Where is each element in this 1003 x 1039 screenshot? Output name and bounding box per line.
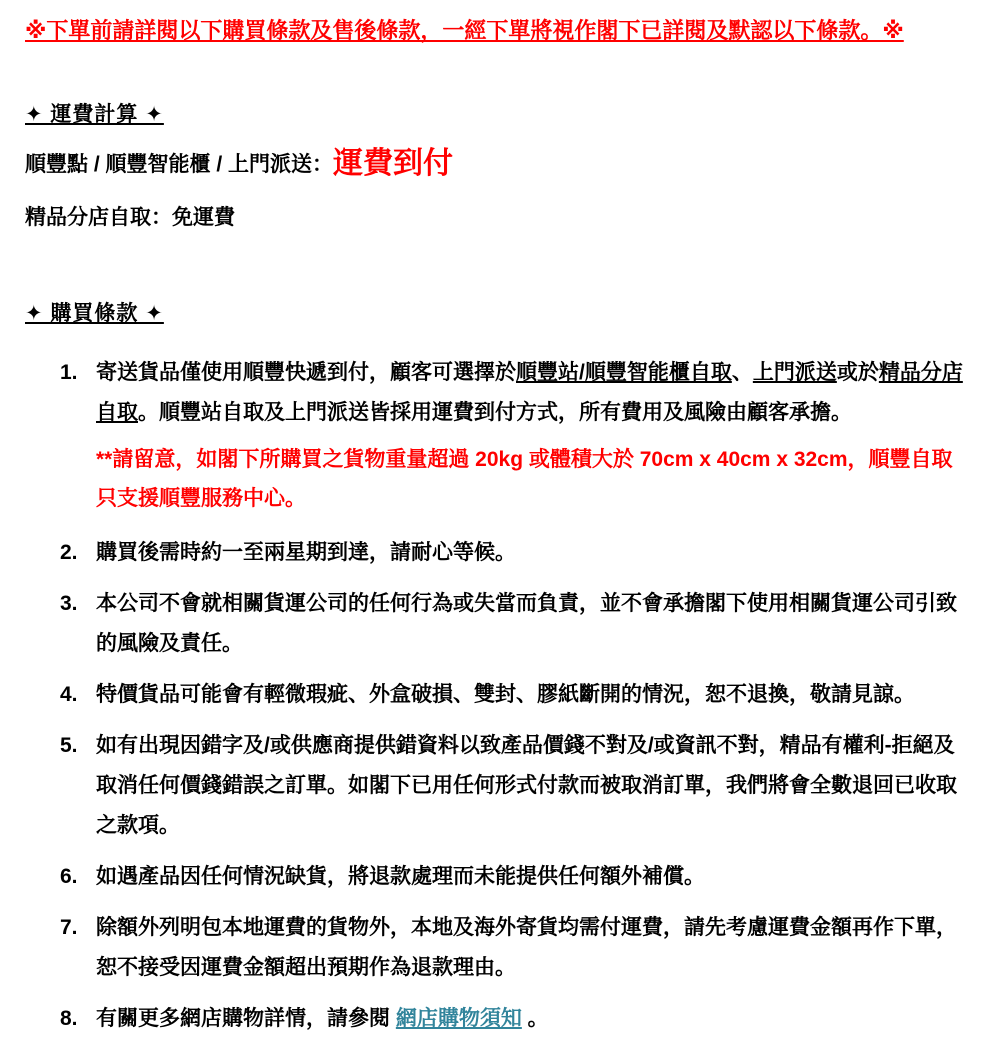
plain-text: 。 bbox=[521, 1006, 549, 1030]
term-item-text bbox=[96, 353, 963, 433]
term-item bbox=[60, 908, 978, 988]
term-item-text bbox=[96, 857, 963, 897]
term-item-text bbox=[96, 908, 963, 988]
weight-limit-warning: **請留意，如閣下所購買之貨物重量超過 20kg 或體積大於 70cm x 40cm x 32cm，順豐自取只支援順豐服務中心。 bbox=[96, 447, 953, 510]
terms-list bbox=[25, 353, 978, 1039]
purchase-terms-section-title: ✦ 購買條款 ✦ bbox=[25, 301, 164, 325]
term-item bbox=[60, 857, 978, 897]
term-item-text bbox=[96, 726, 963, 846]
store-shopping-guide-link[interactable]: 網店購物須知 bbox=[395, 1006, 522, 1030]
pay-on-delivery-value: 運費到付 bbox=[333, 146, 454, 180]
underlined-text: 順豐站/順豐智能櫃自取 bbox=[516, 360, 732, 384]
underlined-text: 上門派送 bbox=[752, 360, 837, 384]
term-item-text bbox=[96, 533, 963, 573]
plain-text: 本公司不會就相關貨運公司的任何行為或失當而負責，並不會承擔閣下使用相關貨運公司引致的風險及責任。 bbox=[96, 591, 957, 655]
term-item bbox=[60, 353, 978, 522]
term-item-number: 4. bbox=[60, 682, 78, 706]
shipping-section-title: ✦ 運費計算 ✦ bbox=[25, 102, 164, 126]
term-item-number: 6. bbox=[60, 864, 78, 888]
pre-order-notice: ※下單前請詳閱以下購買條款及售後條款，一經下單將視作閣下已詳閱及默認以下條款。※ bbox=[25, 18, 904, 43]
term-item bbox=[60, 584, 978, 664]
plain-text: 有關更多網店購物詳情，請參閱 bbox=[96, 1006, 396, 1030]
term-item-text bbox=[96, 584, 963, 664]
shipping-section bbox=[25, 98, 978, 128]
term-item-number: 5. bbox=[60, 733, 78, 757]
term-item-number: 2. bbox=[60, 540, 78, 564]
term-item-text bbox=[96, 675, 963, 715]
term-item bbox=[60, 999, 978, 1039]
term-item bbox=[60, 533, 978, 573]
plain-text: 如遇產品因任何情況缺貨，將退款處理而未能提供任何額外補償。 bbox=[96, 864, 705, 888]
plain-text: 寄送貨品僅使用順豐快遞到付，顧客可選擇於 bbox=[96, 360, 516, 384]
term-item-number: 3. bbox=[60, 591, 78, 615]
plain-text: 。順豐站自取及上門派送皆採用運費到付方式，所有費用及風險由顧客承擔。 bbox=[138, 400, 852, 424]
term-item bbox=[60, 675, 978, 715]
plain-text: 除額外列明包本地運費的貨物外，本地及海外寄貨均需付運費，請先考慮運費金額再作下單，恕不接受因運費金額超出預期作為退款理由。 bbox=[96, 915, 957, 979]
terms-section bbox=[25, 297, 978, 327]
plain-text: 或於 bbox=[836, 360, 879, 384]
plain-text: 、 bbox=[731, 360, 753, 384]
store-pickup-line: 精品分店自取：免運費 bbox=[25, 205, 235, 229]
plain-text: 如有出現因錯字及/或供應商提供錯資料以致產品價錢不對及/或資訊不對，精品有權利-拒絕及取消任何價錢錯誤之訂單。如閣下已用任何形式付款而被取消訂單，我們將會全數退回已收取之款項。 bbox=[96, 733, 957, 837]
underlined-text: 精品分店自取 bbox=[96, 360, 963, 424]
term-item-text bbox=[96, 999, 963, 1039]
shipping-methods-line bbox=[25, 148, 978, 182]
plain-text: 特價貨品可能會有輕微瑕疵、外盒破損、雙封、膠紙斷開的情況，恕不退換，敬請見諒。 bbox=[96, 682, 915, 706]
shipping-methods-label: 順豐點 / 順豐智能櫃 / 上門派送： bbox=[25, 152, 334, 176]
term-item-number: 8. bbox=[60, 1006, 78, 1030]
term-item-number: 7. bbox=[60, 915, 78, 939]
term-item bbox=[60, 726, 978, 846]
plain-text: 購買後需時約一至兩星期到達，請耐心等候。 bbox=[96, 540, 516, 564]
term-item-number: 1. bbox=[60, 360, 78, 384]
